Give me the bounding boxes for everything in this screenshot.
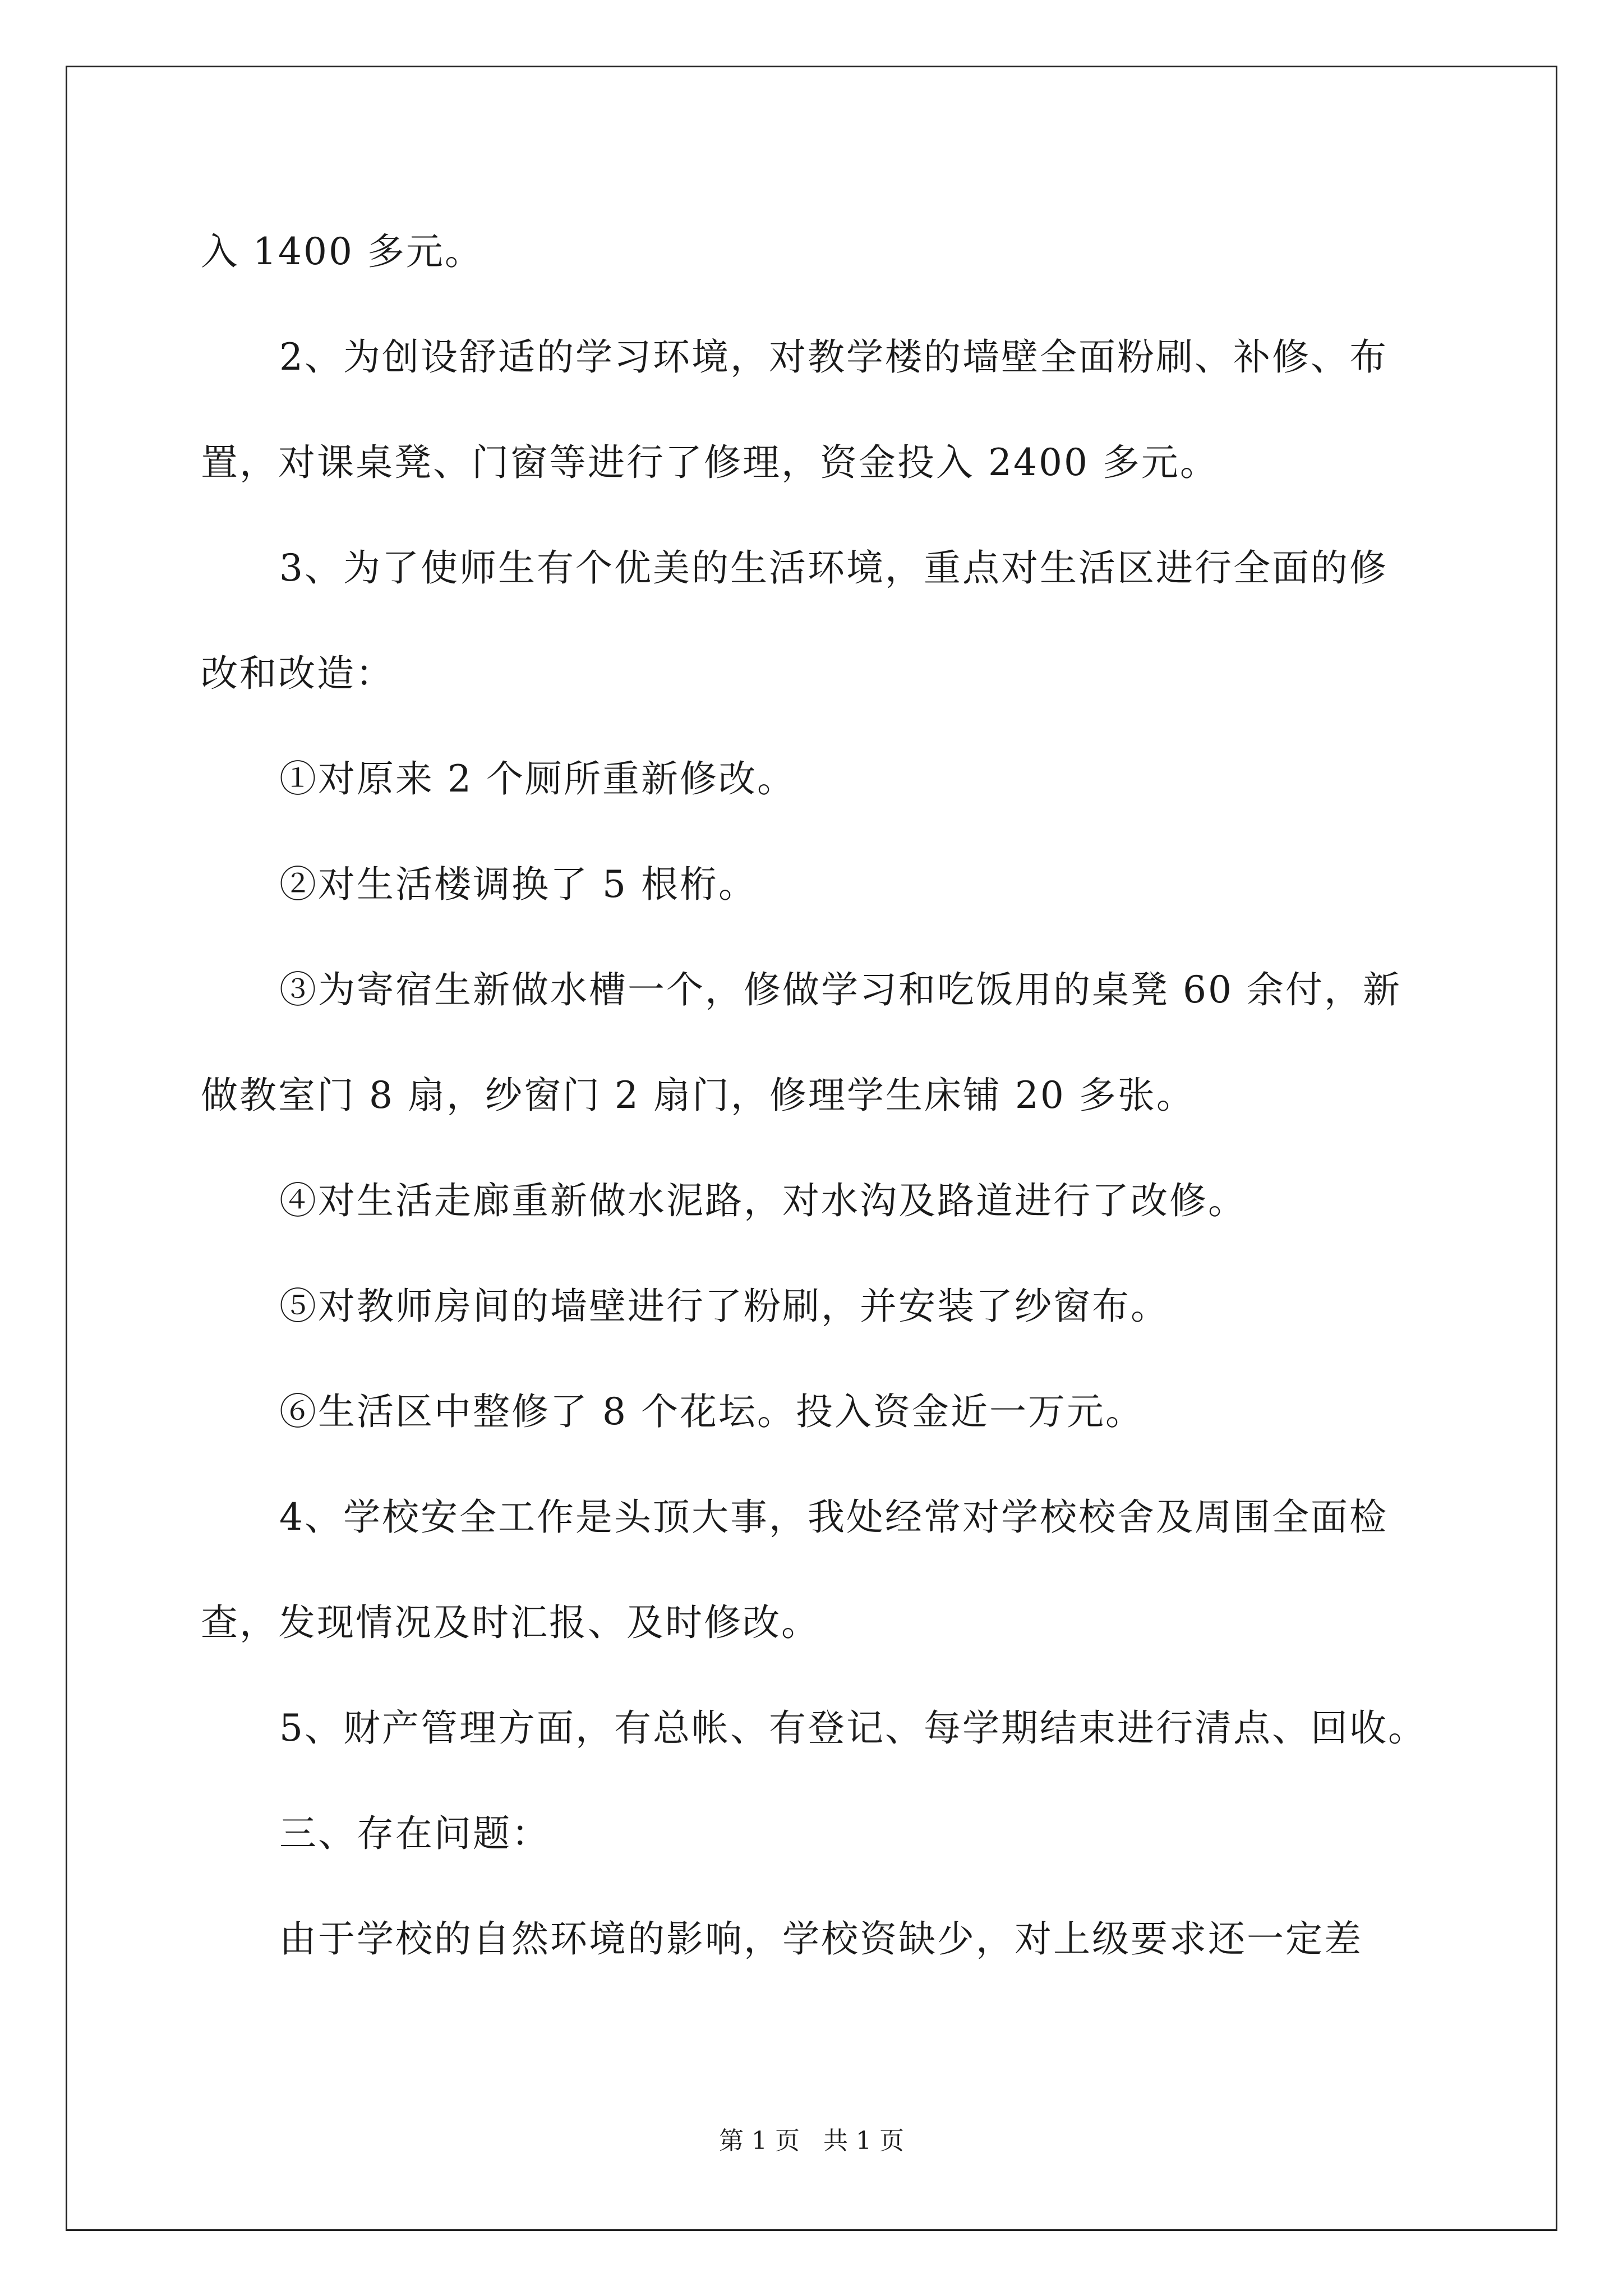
text-line: ④对生活走廊重新做水泥路，对水沟及路道进行了改修。 (279, 1179, 1247, 1222)
text-line: 查，发现情况及时汇报、及时修改。 (201, 1601, 820, 1644)
text-line: 3、为了使师生有个优美的生活环境，重点对生活区进行全面的修 (279, 546, 1388, 590)
text-line: 2、为创设舒适的学习环境，对教学楼的墙壁全面粉刷、补修、布 (279, 335, 1388, 379)
text-line: 由于学校的自然环境的影响，学校资缺少，对上级要求还一定差 (279, 1917, 1363, 1961)
text-line: 5、财产管理方面，有总帐、有登记、每学期结束进行清点、回收。 (279, 1706, 1427, 1750)
document-body (201, 199, 1435, 1992)
text-line: 三、存在问题： (279, 1812, 550, 1855)
text-line: 置，对课桌凳、门窗等进行了修理，资金投入 2400 多元。 (201, 441, 1219, 484)
text-line: ⑤对教师房间的墙壁进行了粉刷，并安装了纱窗布。 (279, 1285, 1169, 1328)
text-line: 做教室门 8 扇，纱窗门 2 扇门，修理学生床铺 20 多张。 (201, 1074, 1195, 1117)
page-number: 第 1 页 (719, 2127, 800, 2155)
text-line: 改和改造： (201, 652, 394, 695)
text-line: ③为寄宿生新做水槽一个，修做学习和吃饭用的桌凳 60 余付，新 (279, 968, 1401, 1011)
text-line: 入 1400 多元。 (201, 230, 483, 273)
text-line: ⑥生活区中整修了 8 个花坛。投入资金近一万元。 (279, 1390, 1144, 1433)
text-line: 4、学校安全工作是头顶大事，我处经常对学校校舍及周围全面检 (279, 1496, 1388, 1539)
page-total: 共 1 页 (823, 2127, 904, 2155)
text-line: ①对原来 2 个厕所重新修改。 (279, 757, 796, 800)
page-footer (0, 2120, 1623, 2156)
text-line: ②对生活楼调换了 5 根桁。 (279, 863, 757, 906)
